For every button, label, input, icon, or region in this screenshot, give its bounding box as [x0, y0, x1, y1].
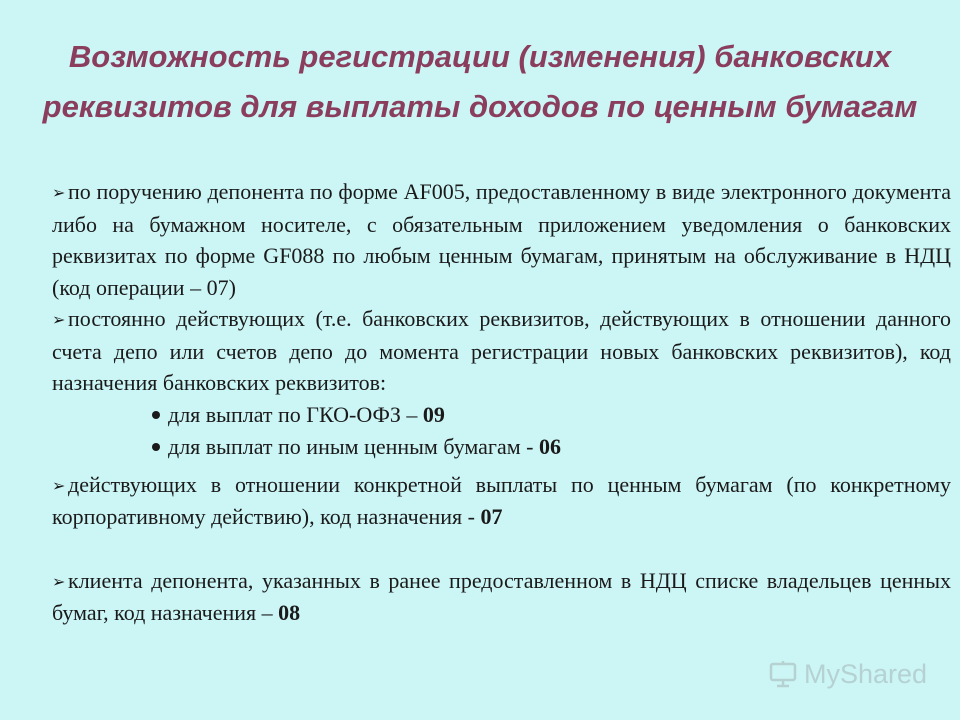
list-item-text: по поручению депонента по форме AF005, предоставленному в виде электронного документа либо на бумажном носителе, с обязательным приложением уведомления о банковских реквизитах по форме GF088 по любым ценным бумагам, принятым на обслуживание в НДЦ (код операции – 07)	[52, 179, 951, 300]
sub-bullet-item	[52, 431, 951, 463]
list-item-code: 08	[278, 600, 301, 625]
dot-bullet-icon	[152, 443, 160, 451]
sub-bullet-code: 09	[422, 401, 445, 427]
arrow-bullet-icon: ➢	[52, 310, 66, 329]
list-item	[52, 469, 951, 533]
slide-body	[52, 176, 951, 629]
list-item	[52, 565, 951, 629]
slide-title-line-2: реквизитов для выплаты доходов по ценным бумагам	[42, 89, 918, 124]
arrow-bullet-icon: ➢	[52, 183, 66, 202]
slide-title-line-1: Возможность регистрации (изменения) банковских	[68, 39, 892, 74]
list-item-text: постоянно действующих (т.е. банковских реквизитов, действующих в отношении данного счета депо или счетов депо до момента регистрации новых банковских реквизитов), код назначения банковских реквизитов:	[52, 306, 951, 395]
slide-title	[20, 32, 940, 132]
sub-bullet-list	[52, 399, 951, 463]
list-item	[52, 176, 951, 303]
sub-bullet-text: для выплат по иным ценным бумагам -	[168, 433, 539, 459]
arrow-bullet-icon: ➢	[52, 475, 66, 495]
sub-bullet-text: для выплат по ГКО-ОФЗ –	[168, 401, 423, 427]
list-item-code: 07	[480, 504, 503, 529]
list-item	[52, 303, 951, 399]
list-item-text: клиента депонента, указанных в ранее предоставленном в НДЦ списке владельцев ценных бумаг, код назначения –	[52, 567, 951, 625]
watermark-text: MyShared	[804, 658, 928, 689]
dot-bullet-icon	[152, 411, 160, 419]
sub-bullet-item	[52, 399, 951, 431]
list-item-text: действующих в отношении конкретной выплаты по ценным бумагам (по конкретному корпоративному действию), код назначения -	[52, 471, 951, 529]
watermark	[768, 656, 927, 692]
sub-bullet-code: 06	[538, 433, 561, 459]
arrow-bullet-icon: ➢	[52, 571, 66, 591]
presentation-board-icon	[768, 659, 798, 689]
